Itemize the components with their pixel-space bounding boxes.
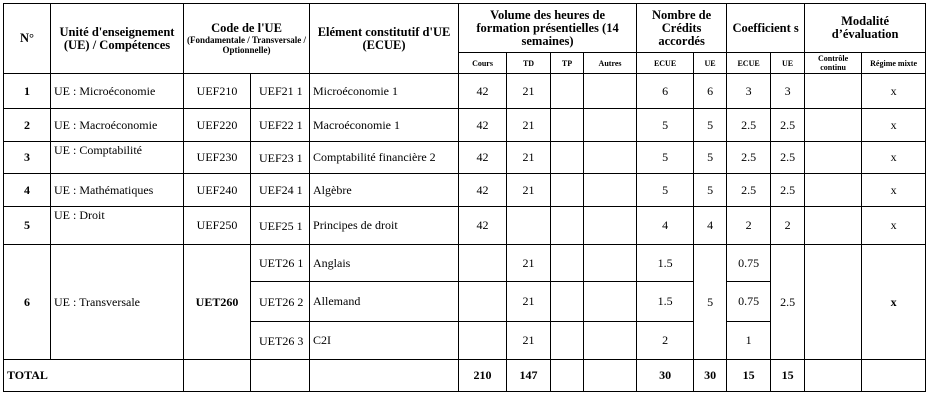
row-coef-ecue: 0.75 (727, 245, 771, 282)
row-cours: 42 (459, 142, 507, 174)
row-autres (584, 74, 637, 109)
row-ecue-code: UET26 2 (251, 282, 310, 322)
header-ue: Unité d'enseignement (UE) / Compétences (51, 4, 184, 74)
row-ecue: Algèbre (310, 174, 459, 207)
row-code: UEF210 (184, 74, 251, 109)
row-ue: UE : Microéconomie (51, 74, 184, 109)
total-tp (551, 360, 584, 392)
row-tp (551, 322, 584, 360)
row-controle (805, 109, 862, 142)
total-coef-ecue: 15 (727, 360, 771, 392)
row-coef-ue: 2.5 (771, 245, 805, 360)
row-ue: UE : Transversale (51, 245, 184, 360)
row-regime: x (862, 245, 926, 360)
row-ecue-code: UEF21 1 (251, 74, 310, 109)
row-regime: x (862, 174, 926, 207)
row-credits-ecue: 5 (637, 174, 694, 207)
row-regime: x (862, 74, 926, 109)
row-autres (584, 282, 637, 322)
row-ecue-code: UEF23 1 (251, 142, 310, 174)
row-code: UEF240 (184, 174, 251, 207)
row-td: 21 (507, 109, 551, 142)
header-td: TD (507, 53, 551, 74)
row-controle (805, 174, 862, 207)
row-cours: 42 (459, 174, 507, 207)
row-coef-ecue: 2.5 (727, 142, 771, 174)
row-td: 21 (507, 245, 551, 282)
row-ecue-code: UET26 3 (251, 322, 310, 360)
row-coef-ue: 2.5 (771, 142, 805, 174)
row-code: UEF230 (184, 142, 251, 174)
header-credits: Nombre de Crédits accordés (637, 4, 727, 53)
total-code (184, 360, 251, 392)
row-ecue: Allemand (310, 282, 459, 322)
row-tp (551, 174, 584, 207)
row-ue: UE : Mathématiques (51, 174, 184, 207)
row-regime: x (862, 109, 926, 142)
row-ecue: Anglais (310, 245, 459, 282)
row-td: 21 (507, 282, 551, 322)
row-cours (459, 245, 507, 282)
row-coef-ecue: 2 (727, 207, 771, 245)
table-row (4, 74, 926, 109)
row-ue: UE : Macroéconomie (51, 109, 184, 142)
row-autres (584, 109, 637, 142)
total-td: 147 (507, 360, 551, 392)
total-label: TOTAL (4, 360, 184, 392)
row-tp (551, 142, 584, 174)
row-autres (584, 207, 637, 245)
row-credits-ue: 5 (694, 245, 727, 360)
header-ecue: Elément constitutif d'UE (ECUE) (310, 4, 459, 74)
header-volume: Volume des heures de formation présentielles (14 semaines) (459, 4, 637, 53)
header-regime: Régime mixte (862, 53, 926, 74)
header-coef-ecue: ECUE (727, 53, 771, 74)
header-credits-ue: UE (694, 53, 727, 74)
row-cours: 42 (459, 74, 507, 109)
row-credits-ue: 6 (694, 74, 727, 109)
row-autres (584, 322, 637, 360)
row-tp (551, 207, 584, 245)
row-code: UEF250 (184, 207, 251, 245)
curriculum-table (3, 3, 926, 392)
table-row (4, 142, 926, 174)
table-row (4, 207, 926, 245)
total-regime (862, 360, 926, 392)
row-cours (459, 322, 507, 360)
row-cours (459, 282, 507, 322)
total-credits-ue: 30 (694, 360, 727, 392)
row-code: UEF220 (184, 109, 251, 142)
table-row (4, 245, 926, 282)
row-tp (551, 282, 584, 322)
row-coef-ue: 2 (771, 207, 805, 245)
header-row-1 (4, 4, 926, 53)
header-coefficients: Coefficient s (727, 4, 805, 53)
row-td: 21 (507, 74, 551, 109)
row-coef-ecue: 2.5 (727, 109, 771, 142)
row-controle (805, 207, 862, 245)
row-coef-ecue: 1 (727, 322, 771, 360)
row-td: 21 (507, 174, 551, 207)
row-ecue-code: UEF25 1 (251, 207, 310, 245)
header-num: N° (4, 4, 51, 74)
row-regime: x (862, 207, 926, 245)
header-code (184, 4, 310, 74)
row-cours: 42 (459, 109, 507, 142)
row-autres (584, 245, 637, 282)
row-autres (584, 174, 637, 207)
header-controle: Contrôle continu (805, 53, 862, 74)
row-ecue: Principes de droit (310, 207, 459, 245)
header-code-title: Code de l'UE (211, 21, 282, 35)
row-tp (551, 109, 584, 142)
row-autres (584, 142, 637, 174)
total-ecue (310, 360, 459, 392)
table-row (4, 174, 926, 207)
row-credits-ecue: 4 (637, 207, 694, 245)
total-credits-ecue: 30 (637, 360, 694, 392)
row-ecue-code: UEF22 1 (251, 109, 310, 142)
total-row (4, 360, 926, 392)
header-coef-ue: UE (771, 53, 805, 74)
row-cours: 42 (459, 207, 507, 245)
row-code: UET260 (184, 245, 251, 360)
row-controle (805, 74, 862, 109)
row-ue: UE : Comptabilité (51, 142, 184, 174)
header-modalite: Modalité d’évaluation (805, 4, 926, 53)
header-code-sub: (Fondamentale / Transversale / Optionnelle) (187, 35, 306, 55)
row-ecue: Comptabilité financière 2 (310, 142, 459, 174)
row-credits-ue: 5 (694, 174, 727, 207)
row-td: 21 (507, 142, 551, 174)
row-ecue: C2I (310, 322, 459, 360)
row-tp (551, 74, 584, 109)
row-controle (805, 245, 862, 360)
total-ecue-code (251, 360, 310, 392)
header-autres: Autres (584, 53, 637, 74)
row-coef-ue: 2.5 (771, 174, 805, 207)
row-coef-ecue: 0.75 (727, 282, 771, 322)
row-ecue: Macroéconomie 1 (310, 109, 459, 142)
row-credits-ecue: 1.5 (637, 245, 694, 282)
row-credits-ecue: 2 (637, 322, 694, 360)
row-credits-ecue: 1.5 (637, 282, 694, 322)
row-td: 21 (507, 322, 551, 360)
row-ecue-code: UEF24 1 (251, 174, 310, 207)
row-ecue: Microéconomie 1 (310, 74, 459, 109)
header-tp: TP (551, 53, 584, 74)
table-row (4, 109, 926, 142)
total-coef-ue: 15 (771, 360, 805, 392)
row-num: 6 (4, 245, 51, 360)
row-num: 3 (4, 142, 51, 174)
row-num: 2 (4, 109, 51, 142)
row-coef-ecue: 3 (727, 74, 771, 109)
row-ecue-code: UET26 1 (251, 245, 310, 282)
row-num: 1 (4, 74, 51, 109)
total-controle (805, 360, 862, 392)
header-credits-ecue: ECUE (637, 53, 694, 74)
row-regime: x (862, 142, 926, 174)
row-credits-ue: 5 (694, 109, 727, 142)
row-credits-ecue: 5 (637, 109, 694, 142)
row-coef-ue: 3 (771, 74, 805, 109)
row-credits-ecue: 5 (637, 142, 694, 174)
row-num: 4 (4, 174, 51, 207)
row-num: 5 (4, 207, 51, 245)
row-credits-ue: 5 (694, 142, 727, 174)
total-cours: 210 (459, 360, 507, 392)
row-tp (551, 245, 584, 282)
row-ue: UE : Droit (51, 207, 184, 245)
row-td (507, 207, 551, 245)
row-coef-ecue: 2.5 (727, 174, 771, 207)
header-cours: Cours (459, 53, 507, 74)
row-controle (805, 142, 862, 174)
total-autres (584, 360, 637, 392)
row-credits-ecue: 6 (637, 74, 694, 109)
row-credits-ue: 4 (694, 207, 727, 245)
row-coef-ue: 2.5 (771, 109, 805, 142)
